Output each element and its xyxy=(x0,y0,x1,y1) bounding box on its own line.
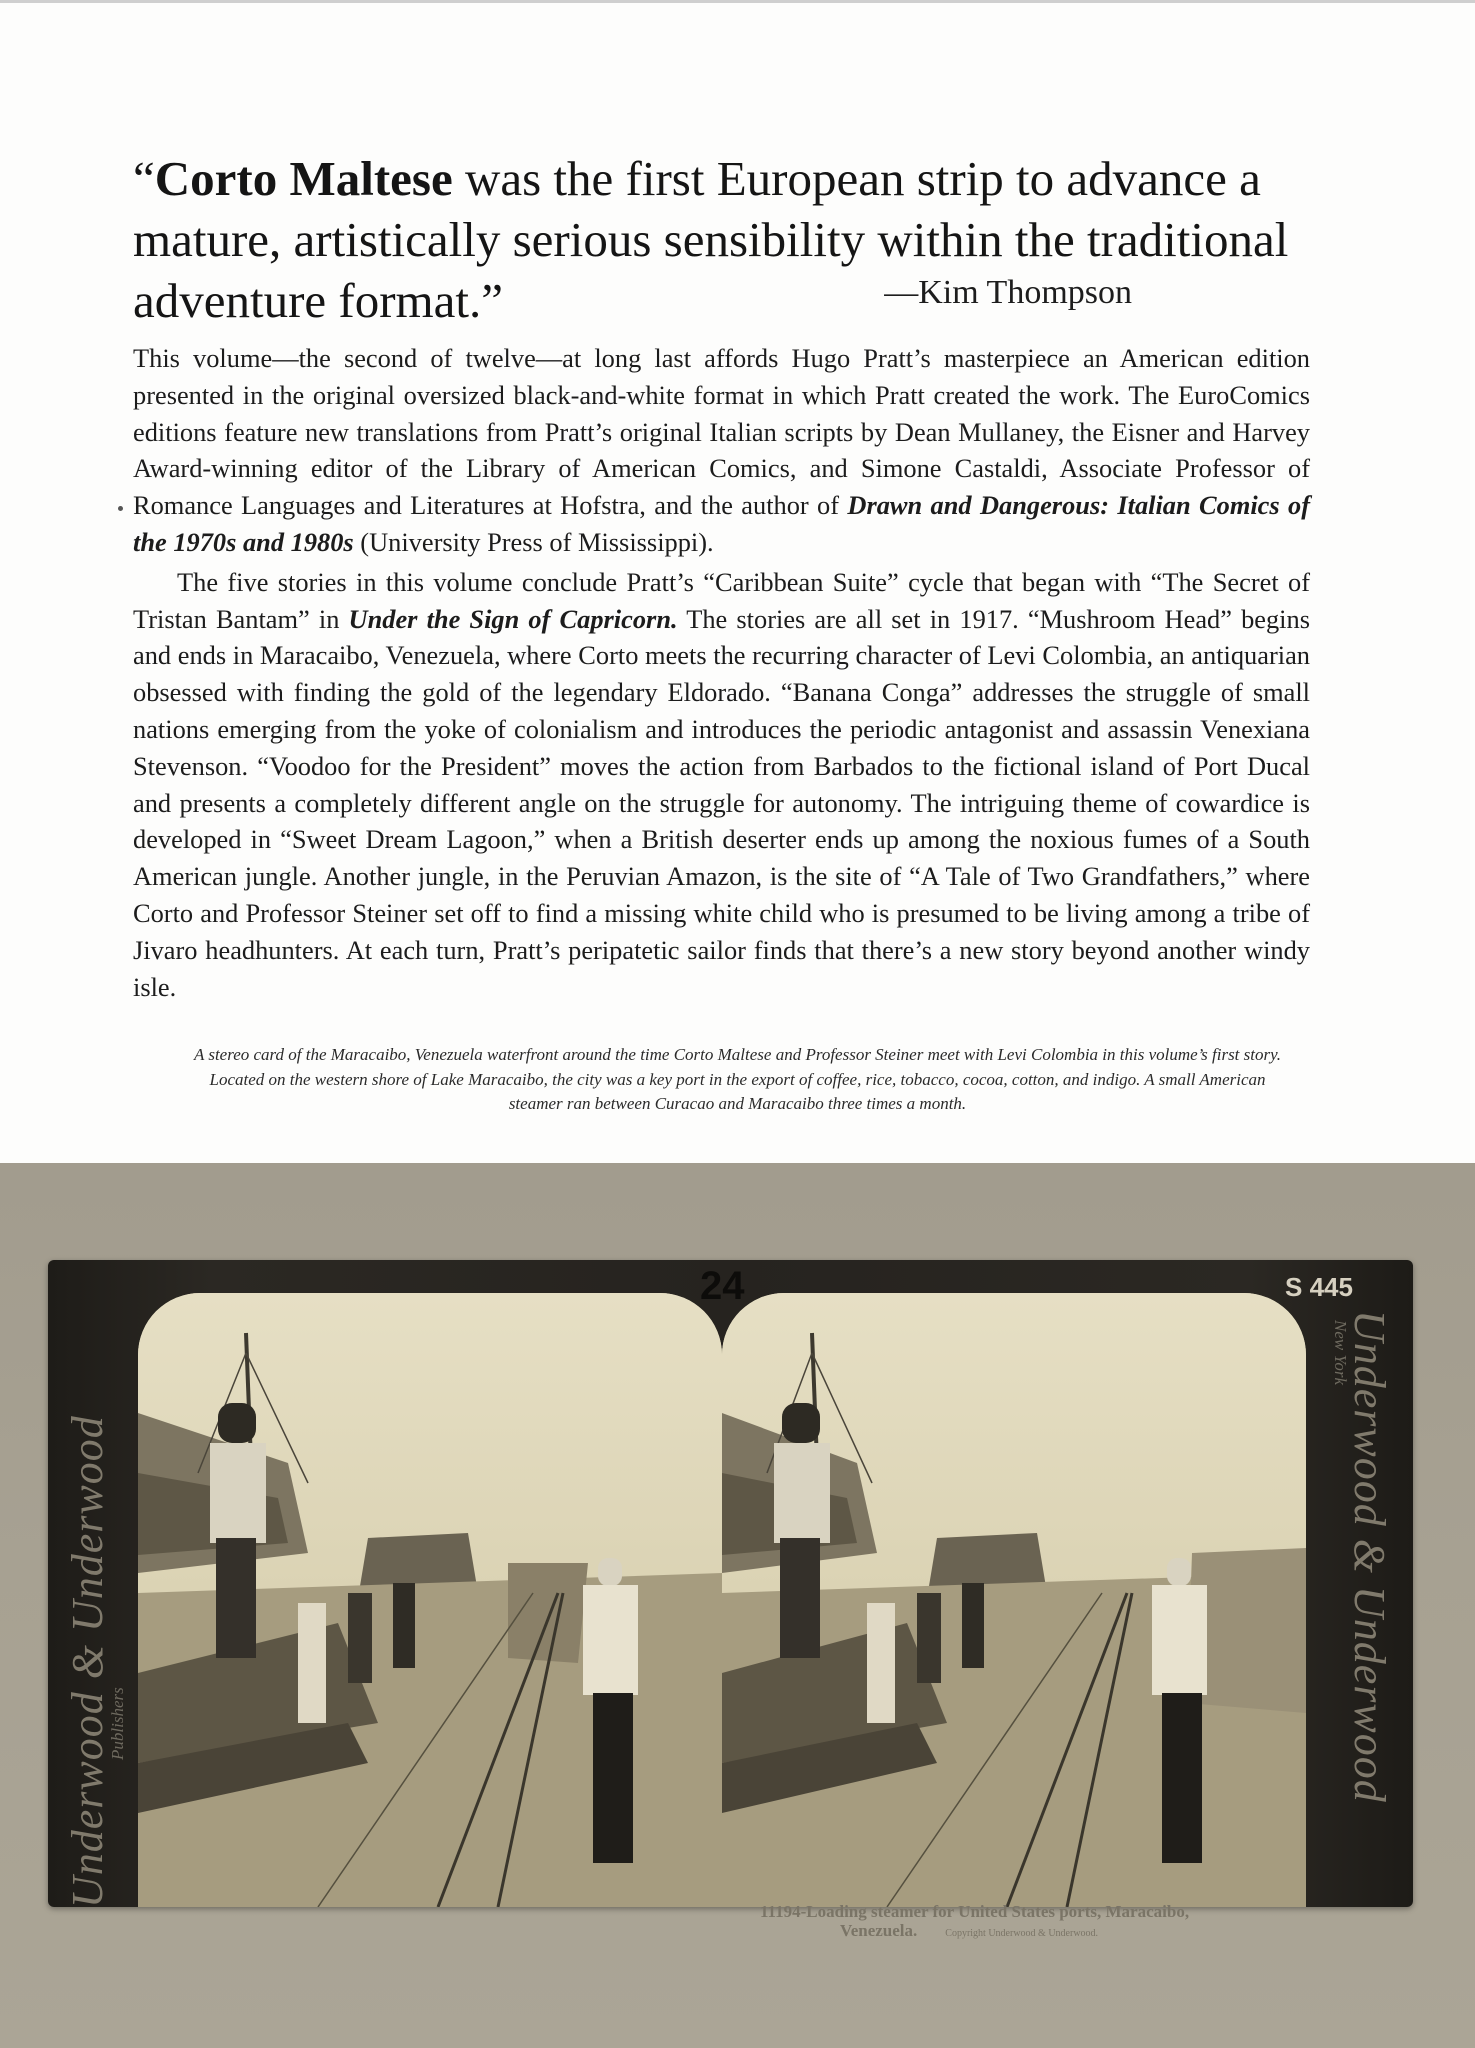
card-publisher-right-small: New York xyxy=(1331,1320,1350,1386)
paragraph-2-part-2: The stories are all set in 1917. “Mushroom Head” begins and ends in Maracaibo, Venezuela, where Corto meets the recurring character of Levi Colombia, an antiquarian obsessed with finding the gold of the legendary Eldorado. “Banana Conga” addresses the struggle of small nations emerging from the yoke of colonialism and introduces the periodic antagonist and assassin Venexiana Stevenson. “Voodoo for the President” moves the action from Barbados to the fictional island of Port Ducal and presents a completely different angle on the struggle for autonomy. The intriguing theme of cowardice is developed in “Sweet Dream Lagoon,” when a British deserter ends up among the noxious fumes of a South American jungle. Another jungle, in the Peruvian Amazon, is the site of “A Tale of Two Grandfathers,” where Corto and Professor Steiner set off to find a missing white child who is presumed to be living among a tribe of Jivaro headhunters. At each turn, Pratt’s peripatetic sailor finds that there’s a new story beyond another windy isle. xyxy=(133,603,1310,1002)
margin-dot xyxy=(118,506,123,511)
card-number: 24 xyxy=(700,1264,745,1308)
photo-caption: A stereo card of the Maracaibo, Venezuela waterfront around the time Corto Maltese and Professor Steiner meet with Levi Colombia in this volume’s first story. Located on the western shore of Lake Maracaibo, the city was a key port in the export of coffee, rice, tobacco, cocoa, cotton, and indigo. A small American steamer ran between Curacao and Maracaibo three times a month. xyxy=(194,1045,1281,1113)
book-title-under-the-sign: Under the Sign of Capricorn. xyxy=(348,603,678,634)
paragraph-2-part-1: The five stories in this volume conclude Pratt’s “Caribbean Suite” cycle that began with “The Secret of Tristan Bantam” in xyxy=(133,566,1310,634)
card-publisher-right: Underwood & Underwood xyxy=(1345,1310,1394,1803)
pull-quote xyxy=(133,148,1333,331)
card-code: S 445 xyxy=(1285,1272,1353,1302)
card-caption-line-2 xyxy=(760,1921,1320,1943)
card-copyright: Copyright Underwood & Underwood. xyxy=(945,1928,1099,1939)
stereo-photo-left xyxy=(138,1293,722,1907)
card-caption xyxy=(760,1902,1320,1943)
body-text xyxy=(133,340,1310,1005)
card-caption-line-1: 11194-Loading steamer for United States ports, Maracaibo, xyxy=(760,1902,1190,1921)
quote-text: was the first European strip to advance a mature, artistically serious sensibility within the traditional adventure format.” xyxy=(133,151,1289,328)
quote-open-mark: “ xyxy=(133,151,155,206)
dock-scene-left xyxy=(138,1293,722,1907)
dock-scene-right xyxy=(722,1293,1306,1907)
paragraph-1-part-2: (University Press of Mississippi). xyxy=(353,526,714,557)
book-title-drawn-and-dangerous: Drawn and Dangerous: Italian Comics of the 1970s and 1980s xyxy=(133,490,1310,557)
quote-title: Corto Maltese xyxy=(154,151,453,206)
card-caption-location: Venezuela. xyxy=(840,1921,918,1940)
paragraph-1 xyxy=(133,340,1310,561)
card-publisher-left-small: Publishers xyxy=(108,1687,127,1760)
quote-attribution: —Kim Thompson xyxy=(884,274,1132,311)
stereo-photo-right xyxy=(722,1293,1306,1907)
paragraph-2 xyxy=(133,564,1310,1006)
top-border xyxy=(0,0,1475,3)
paragraph-1-part-1: This volume—the second of twelve—at long last affords Hugo Pratt’s masterpiece an American edition presented in the original oversized black-and-white format in which Pratt created the work. The EuroComics editions feature new translations from Pratt’s original Italian scripts by Dean Mullaney, the Eisner and Harvey Award-winning editor of the Library of American Comics, and Simone Castaldi, Associate Professor of Romance Languages and Literatures at Hofstra, and the author of xyxy=(133,343,1310,521)
card-publisher-left: Underwood & Underwood xyxy=(63,1415,112,1908)
